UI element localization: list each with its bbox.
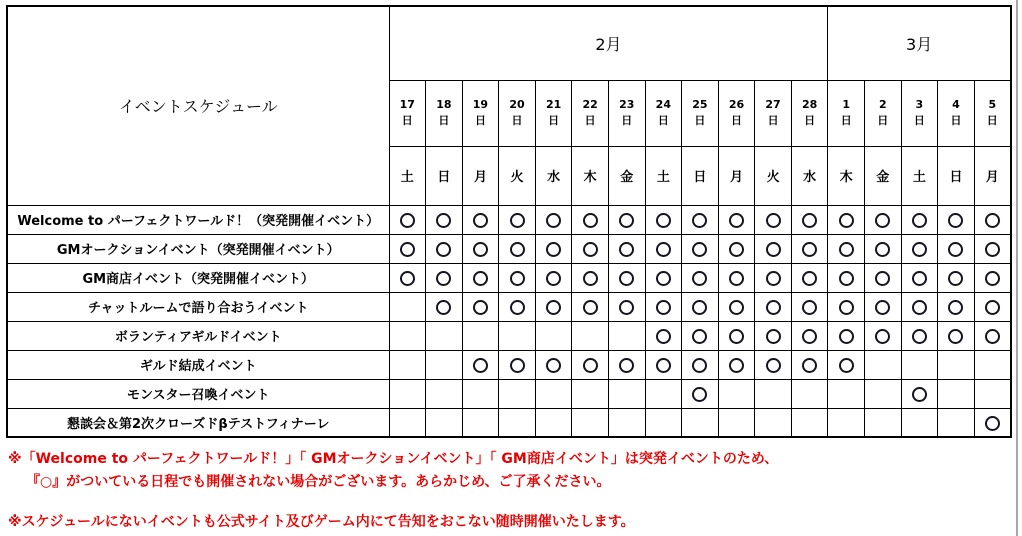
circle-mark-icon bbox=[985, 300, 1000, 315]
weekday-cell-1: 日 bbox=[426, 146, 463, 205]
circle-mark-icon bbox=[839, 213, 854, 228]
event-row-1 bbox=[7, 205, 1011, 234]
schedule-mark-cell bbox=[462, 350, 499, 379]
circle-mark-icon bbox=[692, 213, 707, 228]
circle-mark-icon bbox=[546, 213, 561, 228]
schedule-empty-cell bbox=[718, 408, 755, 437]
schedule-mark-cell bbox=[499, 263, 536, 292]
date-cell-3: 3 日 bbox=[901, 80, 938, 146]
schedule-empty-cell bbox=[865, 408, 902, 437]
schedule-empty-cell bbox=[608, 321, 645, 350]
circle-mark-icon bbox=[436, 271, 451, 286]
schedule-mark-cell bbox=[682, 350, 719, 379]
event-name-8: 懇談会＆第2次クローズドβテストフィナーレ bbox=[7, 408, 389, 437]
event-name-4: チャットルームで語り合おうイベント bbox=[7, 292, 389, 321]
schedule-mark-cell bbox=[828, 234, 865, 263]
date-cell-20: 20 日 bbox=[499, 80, 536, 146]
schedule-empty-cell bbox=[865, 350, 902, 379]
schedule-mark-cell bbox=[901, 321, 938, 350]
weekday-cell-13: 金 bbox=[865, 146, 902, 205]
schedule-mark-cell bbox=[791, 263, 828, 292]
circle-mark-icon bbox=[802, 300, 817, 315]
circle-mark-icon bbox=[619, 242, 634, 257]
schedule-mark-cell bbox=[865, 263, 902, 292]
circle-mark-icon bbox=[985, 271, 1000, 286]
schedule-empty-cell bbox=[426, 350, 463, 379]
schedule-mark-cell bbox=[499, 350, 536, 379]
schedule-mark-cell bbox=[645, 234, 682, 263]
schedule-mark-cell bbox=[645, 263, 682, 292]
circle-mark-icon bbox=[912, 329, 927, 344]
circle-mark-icon bbox=[766, 358, 781, 373]
circle-mark-icon bbox=[619, 213, 634, 228]
circle-mark-icon bbox=[766, 242, 781, 257]
circle-mark-icon bbox=[729, 213, 744, 228]
schedule-mark-cell bbox=[828, 292, 865, 321]
schedule-mark-cell bbox=[791, 205, 828, 234]
schedule-mark-cell bbox=[974, 408, 1011, 437]
schedule-mark-cell bbox=[901, 263, 938, 292]
event-row-5 bbox=[7, 321, 1011, 350]
weekday-cell-11: 水 bbox=[791, 146, 828, 205]
circle-mark-icon bbox=[436, 300, 451, 315]
schedule-empty-cell bbox=[462, 408, 499, 437]
circle-mark-icon bbox=[583, 300, 598, 315]
schedule-mark-cell bbox=[608, 350, 645, 379]
date-cell-18: 18 日 bbox=[426, 80, 463, 146]
circle-mark-icon bbox=[400, 271, 415, 286]
date-cell-19: 19 日 bbox=[462, 80, 499, 146]
circle-mark-icon bbox=[692, 358, 707, 373]
schedule-empty-cell bbox=[535, 321, 572, 350]
circle-mark-icon bbox=[875, 242, 890, 257]
schedule-empty-cell bbox=[426, 321, 463, 350]
schedule-mark-cell bbox=[718, 205, 755, 234]
date-cell-21: 21 日 bbox=[535, 80, 572, 146]
circle-mark-icon bbox=[546, 242, 561, 257]
weekday-cell-7: 土 bbox=[645, 146, 682, 205]
schedule-mark-cell bbox=[499, 292, 536, 321]
footnotes bbox=[8, 448, 1008, 534]
date-cell-22: 22 日 bbox=[572, 80, 609, 146]
circle-mark-icon bbox=[839, 300, 854, 315]
circle-mark-icon bbox=[802, 242, 817, 257]
circle-mark-icon bbox=[948, 213, 963, 228]
circle-mark-icon bbox=[729, 329, 744, 344]
circle-mark-icon bbox=[473, 213, 488, 228]
event-name-6: ギルド結成イベント bbox=[7, 350, 389, 379]
schedule-mark-cell bbox=[938, 292, 975, 321]
weekday-cell-4: 水 bbox=[535, 146, 572, 205]
circle-mark-icon bbox=[656, 358, 671, 373]
weekday-cell-9: 月 bbox=[718, 146, 755, 205]
circle-mark-icon bbox=[729, 300, 744, 315]
circle-mark-icon bbox=[985, 213, 1000, 228]
schedule-mark-cell bbox=[682, 321, 719, 350]
circle-mark-icon bbox=[729, 358, 744, 373]
weekday-cell-3: 火 bbox=[499, 146, 536, 205]
schedule-mark-cell bbox=[608, 234, 645, 263]
schedule-empty-cell bbox=[645, 379, 682, 408]
schedule-mark-cell bbox=[755, 263, 792, 292]
circle-mark-icon bbox=[729, 242, 744, 257]
schedule-empty-cell bbox=[682, 408, 719, 437]
circle-mark-icon bbox=[912, 242, 927, 257]
schedule-empty-cell bbox=[535, 408, 572, 437]
circle-mark-icon bbox=[583, 358, 598, 373]
circle-mark-icon bbox=[802, 271, 817, 286]
date-cell-17: 17 日 bbox=[389, 80, 426, 146]
circle-mark-icon bbox=[656, 329, 671, 344]
schedule-mark-cell bbox=[974, 321, 1011, 350]
schedule-mark-cell bbox=[645, 205, 682, 234]
weekday-cell-8: 日 bbox=[682, 146, 719, 205]
date-cell-26: 26 日 bbox=[718, 80, 755, 146]
weekday-cell-2: 月 bbox=[462, 146, 499, 205]
circle-mark-icon bbox=[583, 271, 598, 286]
circle-mark-icon bbox=[400, 242, 415, 257]
circle-mark-icon bbox=[912, 300, 927, 315]
schedule-mark-cell bbox=[828, 321, 865, 350]
date-cell-27: 27 日 bbox=[755, 80, 792, 146]
schedule-mark-cell bbox=[974, 205, 1011, 234]
schedule-empty-cell bbox=[755, 379, 792, 408]
event-schedule-table bbox=[6, 5, 1012, 438]
schedule-mark-cell bbox=[974, 263, 1011, 292]
schedule-mark-cell bbox=[791, 292, 828, 321]
circle-mark-icon bbox=[948, 242, 963, 257]
schedule-mark-cell bbox=[938, 263, 975, 292]
circle-mark-icon bbox=[692, 329, 707, 344]
date-cell-28: 28 日 bbox=[791, 80, 828, 146]
circle-mark-icon bbox=[985, 329, 1000, 344]
schedule-mark-cell bbox=[718, 321, 755, 350]
weekday-cell-6: 金 bbox=[608, 146, 645, 205]
schedule-mark-cell bbox=[682, 205, 719, 234]
circle-mark-icon bbox=[875, 329, 890, 344]
circle-mark-icon bbox=[473, 300, 488, 315]
schedule-mark-cell bbox=[901, 292, 938, 321]
circle-mark-icon bbox=[583, 213, 598, 228]
event-row-8 bbox=[7, 408, 1011, 437]
schedule-mark-cell bbox=[462, 263, 499, 292]
schedule-title: イベントスケジュール bbox=[7, 6, 389, 205]
date-cell-1: 1 日 bbox=[828, 80, 865, 146]
circle-mark-icon bbox=[839, 242, 854, 257]
event-row-2 bbox=[7, 234, 1011, 263]
schedule-empty-cell bbox=[938, 379, 975, 408]
weekday-cell-5: 木 bbox=[572, 146, 609, 205]
schedule-mark-cell bbox=[718, 263, 755, 292]
schedule-mark-cell bbox=[682, 234, 719, 263]
date-cell-2: 2 日 bbox=[865, 80, 902, 146]
schedule-empty-cell bbox=[901, 350, 938, 379]
schedule-empty-cell bbox=[462, 379, 499, 408]
circle-mark-icon bbox=[473, 271, 488, 286]
circle-mark-icon bbox=[766, 271, 781, 286]
schedule-mark-cell bbox=[389, 234, 426, 263]
circle-mark-icon bbox=[802, 358, 817, 373]
schedule-empty-cell bbox=[572, 379, 609, 408]
circle-mark-icon bbox=[692, 271, 707, 286]
event-row-6 bbox=[7, 350, 1011, 379]
schedule-empty-cell bbox=[499, 321, 536, 350]
schedule-mark-cell bbox=[608, 292, 645, 321]
schedule-mark-cell bbox=[755, 321, 792, 350]
schedule-mark-cell bbox=[535, 263, 572, 292]
date-cell-5: 5 日 bbox=[974, 80, 1011, 146]
circle-mark-icon bbox=[510, 271, 525, 286]
circle-mark-icon bbox=[839, 329, 854, 344]
circle-mark-icon bbox=[948, 271, 963, 286]
circle-mark-icon bbox=[985, 416, 1000, 431]
schedule-mark-cell bbox=[938, 205, 975, 234]
schedule-empty-cell bbox=[535, 379, 572, 408]
circle-mark-icon bbox=[656, 213, 671, 228]
schedule-mark-cell bbox=[755, 234, 792, 263]
schedule-empty-cell bbox=[828, 408, 865, 437]
month-header-2: 3月 bbox=[828, 6, 1011, 80]
schedule-empty-cell bbox=[791, 408, 828, 437]
schedule-mark-cell bbox=[865, 321, 902, 350]
event-name-7: モンスター召喚イベント bbox=[7, 379, 389, 408]
circle-mark-icon bbox=[766, 213, 781, 228]
weekday-cell-0: 土 bbox=[389, 146, 426, 205]
schedule-mark-cell bbox=[572, 205, 609, 234]
schedule-empty-cell bbox=[389, 292, 426, 321]
circle-mark-icon bbox=[546, 271, 561, 286]
event-name-2: GMオークションイベント（突発開催イベント） bbox=[7, 234, 389, 263]
circle-mark-icon bbox=[400, 213, 415, 228]
circle-mark-icon bbox=[729, 271, 744, 286]
schedule-mark-cell bbox=[682, 379, 719, 408]
schedule-empty-cell bbox=[389, 379, 426, 408]
schedule-empty-cell bbox=[462, 321, 499, 350]
schedule-mark-cell bbox=[718, 234, 755, 263]
schedule-empty-cell bbox=[389, 408, 426, 437]
schedule-mark-cell bbox=[462, 292, 499, 321]
schedule-empty-cell bbox=[791, 379, 828, 408]
schedule-mark-cell bbox=[499, 234, 536, 263]
weekday-cell-15: 日 bbox=[938, 146, 975, 205]
schedule-mark-cell bbox=[938, 234, 975, 263]
schedule-empty-cell bbox=[389, 321, 426, 350]
schedule-mark-cell bbox=[645, 321, 682, 350]
schedule-mark-cell bbox=[645, 292, 682, 321]
schedule-mark-cell bbox=[974, 292, 1011, 321]
schedule-mark-cell bbox=[718, 350, 755, 379]
schedule-mark-cell bbox=[865, 292, 902, 321]
schedule-empty-cell bbox=[938, 408, 975, 437]
circle-mark-icon bbox=[619, 271, 634, 286]
circle-mark-icon bbox=[619, 358, 634, 373]
weekday-cell-14: 土 bbox=[901, 146, 938, 205]
month-header-row bbox=[7, 6, 1011, 80]
schedule-empty-cell bbox=[974, 379, 1011, 408]
circle-mark-icon bbox=[510, 358, 525, 373]
schedule-empty-cell bbox=[572, 321, 609, 350]
schedule-mark-cell bbox=[535, 234, 572, 263]
circle-mark-icon bbox=[948, 329, 963, 344]
schedule-mark-cell bbox=[535, 205, 572, 234]
schedule-mark-cell bbox=[426, 292, 463, 321]
circle-mark-icon bbox=[656, 300, 671, 315]
schedule-mark-cell bbox=[718, 292, 755, 321]
schedule-empty-cell bbox=[718, 379, 755, 408]
schedule-empty-cell bbox=[499, 379, 536, 408]
schedule-empty-cell bbox=[974, 350, 1011, 379]
circle-mark-icon bbox=[912, 271, 927, 286]
footnote-line-1: ※「Welcome to パーフェクトワールド！」「 GMオークションイベント」「 GM商店イベント」は突発イベントのため、 bbox=[8, 451, 779, 467]
circle-mark-icon bbox=[839, 358, 854, 373]
schedule-mark-cell bbox=[682, 263, 719, 292]
schedule-mark-cell bbox=[828, 350, 865, 379]
circle-mark-icon bbox=[473, 242, 488, 257]
schedule-mark-cell bbox=[645, 350, 682, 379]
event-row-7 bbox=[7, 379, 1011, 408]
circle-mark-icon bbox=[436, 242, 451, 257]
schedule-empty-cell bbox=[755, 408, 792, 437]
circle-mark-icon bbox=[692, 387, 707, 402]
month-header-1: 2月 bbox=[389, 6, 828, 80]
circle-mark-icon bbox=[619, 300, 634, 315]
footnote-line-3: ※スケジュールにないイベントも公式サイト及びゲーム内にて告知をおこない随時開催いたします。 bbox=[8, 514, 635, 530]
schedule-mark-cell bbox=[499, 205, 536, 234]
circle-mark-icon bbox=[510, 242, 525, 257]
schedule-empty-cell bbox=[901, 408, 938, 437]
weekday-cell-12: 木 bbox=[828, 146, 865, 205]
schedule-empty-cell bbox=[426, 408, 463, 437]
screen-right-edge-line bbox=[1016, 0, 1018, 536]
schedule-mark-cell bbox=[462, 205, 499, 234]
event-row-4 bbox=[7, 292, 1011, 321]
schedule-mark-cell bbox=[974, 234, 1011, 263]
schedule-empty-cell bbox=[608, 379, 645, 408]
schedule-empty-cell bbox=[938, 350, 975, 379]
schedule-mark-cell bbox=[389, 263, 426, 292]
circle-mark-icon bbox=[766, 300, 781, 315]
circle-mark-icon bbox=[839, 271, 854, 286]
circle-mark-icon bbox=[766, 329, 781, 344]
schedule-mark-cell bbox=[426, 234, 463, 263]
schedule-mark-cell bbox=[426, 205, 463, 234]
schedule-mark-cell bbox=[901, 234, 938, 263]
schedule-empty-cell bbox=[865, 379, 902, 408]
schedule-mark-cell bbox=[572, 234, 609, 263]
schedule-mark-cell bbox=[938, 321, 975, 350]
schedule-mark-cell bbox=[608, 263, 645, 292]
schedule-mark-cell bbox=[572, 350, 609, 379]
circle-mark-icon bbox=[985, 242, 1000, 257]
schedule-empty-cell bbox=[572, 408, 609, 437]
circle-mark-icon bbox=[546, 300, 561, 315]
date-cell-25: 25 日 bbox=[682, 80, 719, 146]
event-row-3 bbox=[7, 263, 1011, 292]
schedule-mark-cell bbox=[389, 205, 426, 234]
schedule-mark-cell bbox=[828, 263, 865, 292]
schedule-empty-cell bbox=[426, 379, 463, 408]
event-name-5: ボランティアギルドイベント bbox=[7, 321, 389, 350]
schedule-mark-cell bbox=[901, 205, 938, 234]
schedule-empty-cell bbox=[499, 408, 536, 437]
circle-mark-icon bbox=[656, 271, 671, 286]
circle-mark-icon bbox=[875, 271, 890, 286]
event-name-3: GM商店イベント（突発開催イベント） bbox=[7, 263, 389, 292]
circle-mark-icon bbox=[875, 213, 890, 228]
schedule-mark-cell bbox=[755, 292, 792, 321]
schedule-mark-cell bbox=[791, 350, 828, 379]
schedule-mark-cell bbox=[828, 205, 865, 234]
weekday-cell-16: 月 bbox=[974, 146, 1011, 205]
date-cell-4: 4 日 bbox=[938, 80, 975, 146]
schedule-mark-cell bbox=[572, 263, 609, 292]
event-name-1: Welcome to パーフェクトワールド！（突発開催イベント） bbox=[7, 205, 389, 234]
circle-mark-icon bbox=[510, 213, 525, 228]
date-cell-24: 24 日 bbox=[645, 80, 682, 146]
circle-mark-icon bbox=[656, 242, 671, 257]
schedule-mark-cell bbox=[426, 263, 463, 292]
schedule-mark-cell bbox=[462, 234, 499, 263]
schedule-empty-cell bbox=[828, 379, 865, 408]
circle-mark-icon bbox=[912, 387, 927, 402]
circle-mark-icon bbox=[583, 242, 598, 257]
circle-mark-icon bbox=[802, 329, 817, 344]
schedule-mark-cell bbox=[608, 205, 645, 234]
circle-mark-icon bbox=[912, 213, 927, 228]
circle-mark-icon bbox=[948, 300, 963, 315]
schedule-mark-cell bbox=[791, 234, 828, 263]
schedule-mark-cell bbox=[535, 350, 572, 379]
schedule-mark-cell bbox=[682, 292, 719, 321]
schedule-mark-cell bbox=[791, 321, 828, 350]
schedule-mark-cell bbox=[572, 292, 609, 321]
circle-mark-icon bbox=[692, 242, 707, 257]
circle-mark-icon bbox=[802, 213, 817, 228]
circle-mark-icon bbox=[510, 300, 525, 315]
schedule-empty-cell bbox=[608, 408, 645, 437]
circle-mark-icon bbox=[436, 213, 451, 228]
schedule-mark-cell bbox=[865, 234, 902, 263]
schedule-mark-cell bbox=[755, 350, 792, 379]
date-cell-23: 23 日 bbox=[608, 80, 645, 146]
schedule-mark-cell bbox=[755, 205, 792, 234]
schedule-mark-cell bbox=[535, 292, 572, 321]
circle-mark-icon bbox=[546, 358, 561, 373]
schedule-empty-cell bbox=[389, 350, 426, 379]
schedule-mark-cell bbox=[865, 205, 902, 234]
circle-mark-icon bbox=[875, 300, 890, 315]
footnote-line-2: 『○』がついている日程でも開催されない場合がございます。あらかじめ、ご了承ください。 bbox=[26, 474, 611, 490]
schedule-mark-cell bbox=[901, 379, 938, 408]
circle-mark-icon bbox=[473, 358, 488, 373]
circle-mark-icon bbox=[692, 300, 707, 315]
schedule-empty-cell bbox=[645, 408, 682, 437]
weekday-cell-10: 火 bbox=[755, 146, 792, 205]
